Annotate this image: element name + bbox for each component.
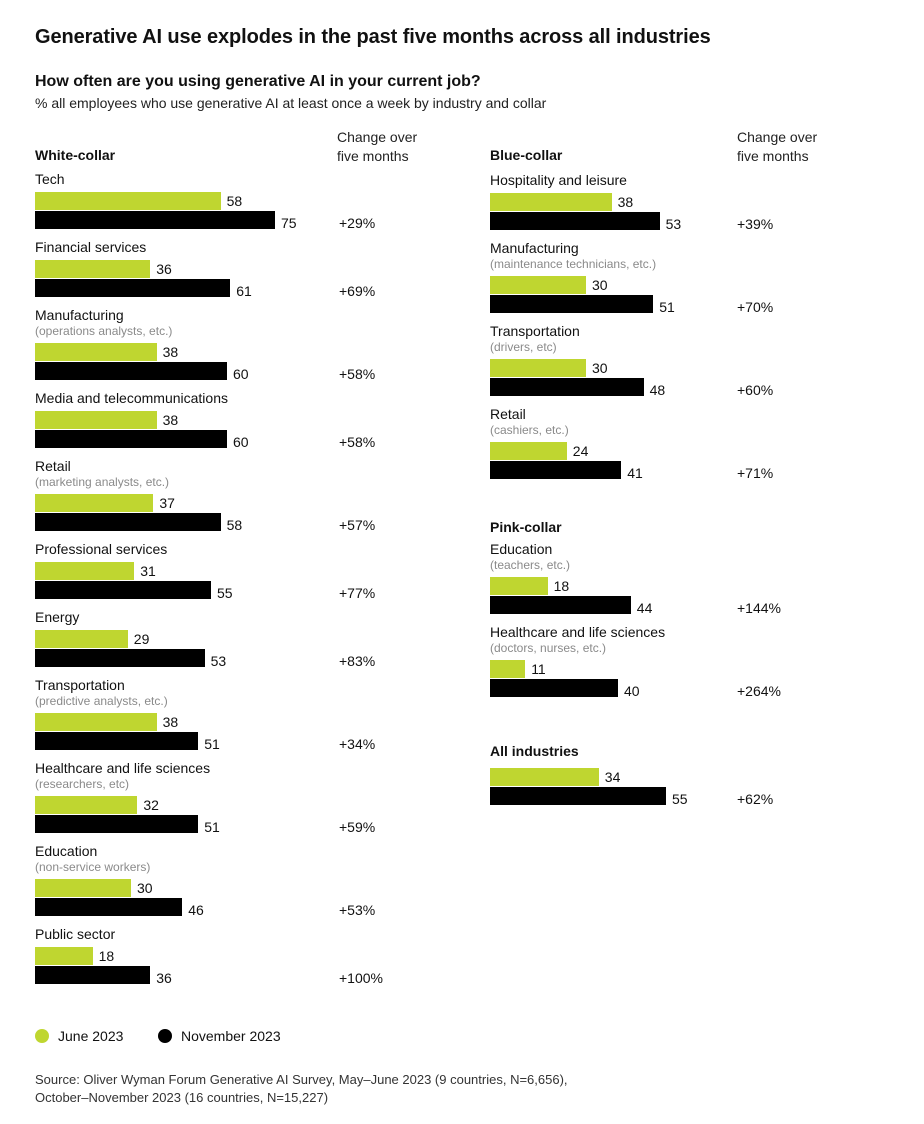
bar-november [35,966,150,984]
change-value: +264% [737,683,781,699]
value-label-november: 36 [156,970,172,986]
group-header-white-collar: White-collar [35,147,116,163]
value-label-june: 24 [572,443,589,459]
value-label-june: 32 [143,797,159,813]
group-header-pink-collar: Pink-collar [490,519,562,535]
bar-november [490,461,621,479]
value-label-november: 44 [636,600,653,616]
group-header-blue-collar: Blue-collar [490,147,563,163]
change-value: +100% [339,970,383,986]
group-header-all-industries: All industries [490,743,579,759]
bar-november [490,378,644,396]
bar-june [490,577,548,595]
category-label: Financial services [35,239,147,255]
bar-june [35,796,137,814]
bar-june [490,193,612,211]
category-label: Education [490,541,553,557]
bar-june [490,660,525,678]
value-label-june: 34 [604,769,621,785]
category-label: Manufacturing [490,240,579,256]
value-label-november: 58 [226,517,243,533]
value-label-june: 30 [137,880,153,896]
source-note [35,1071,675,1107]
bar-june [35,411,157,429]
category-sublabel: (doctors, nurses, etc.) [490,641,607,655]
bar-june [490,768,599,786]
category-sublabel: (researchers, etc) [35,777,130,791]
value-label-june: 30 [592,360,608,376]
change-value: +71% [737,465,774,481]
bar-june [35,494,153,512]
change-value: +59% [339,819,376,835]
value-label-november: 40 [624,683,640,699]
category-sublabel: (teachers, etc.) [490,558,571,572]
category-sublabel: (maintenance technicians, etc.) [490,257,657,271]
chart-subtitle: How often are you using generative AI in your current job? [35,73,481,90]
value-label-november: 53 [210,653,227,669]
bar-november [35,362,227,380]
legend-swatch-june [35,1029,49,1043]
category-label: Tech [35,171,65,187]
value-label-november: 51 [204,819,220,835]
bar-november [490,679,618,697]
bar-november [35,649,205,667]
category-label: Healthcare and life sciences [35,760,211,776]
change-value: +58% [339,434,376,450]
change-value: +53% [339,902,376,918]
change-value: +62% [737,791,774,807]
bar-june [35,343,157,361]
category-label: Transportation [490,323,580,339]
chart-description: % all employees who use generative AI at least once a week by industry and collar [35,95,547,111]
change-value: +58% [339,366,376,382]
category-sublabel: (non-service workers) [35,860,151,874]
change-value: +34% [339,736,376,752]
change-header-left [337,128,417,166]
value-label-june: 37 [159,495,175,511]
value-label-november: 46 [188,902,204,918]
category-sublabel: (drivers, etc) [490,340,557,354]
change-value: +144% [737,600,781,616]
value-label-november: 60 [233,366,249,382]
change-value: +29% [339,215,376,231]
value-label-november: 51 [659,299,675,315]
category-label: Retail [35,458,71,474]
category-label: Energy [35,609,80,625]
change-value: +83% [339,653,376,669]
source-line-1: Source: Oliver Wyman Forum Generative AI Survey, May–June 2023 (9 countries, N=6,656), [35,1072,568,1087]
bar-june [35,260,150,278]
value-label-june: 38 [617,194,634,210]
change-header-line1: Change over [737,129,818,145]
chart-title: Generative AI use explodes in the past five months across all industries [35,26,711,48]
change-value: +69% [339,283,376,299]
value-label-june: 58 [226,193,243,209]
value-label-november: 53 [665,216,682,232]
bar-june [35,192,221,210]
value-label-june: 18 [98,948,115,964]
value-label-june: 36 [156,261,172,277]
value-label-june: 31 [140,563,156,579]
bar-june [35,630,128,648]
value-label-november: 60 [233,434,249,450]
change-value: +70% [737,299,774,315]
bar-june [490,276,586,294]
value-label-june: 38 [162,344,179,360]
bar-june [35,947,93,965]
bar-november [35,581,211,599]
value-label-november: 48 [649,382,666,398]
category-label: Manufacturing [35,307,124,323]
category-label: Education [35,843,98,859]
value-label-november: 61 [236,283,252,299]
change-value: +39% [737,216,774,232]
change-header-right [737,128,817,166]
source-line-2: October–November 2023 (16 countries, N=15,227) [35,1090,329,1105]
value-label-november: 75 [281,215,297,231]
value-label-june: 11 [531,661,546,677]
bar-november [35,211,275,229]
category-sublabel: (predictive analysts, etc.) [35,694,168,708]
bar-november [490,295,653,313]
value-label-june: 38 [162,714,179,730]
bar-november [490,787,666,805]
change-value: +57% [339,517,376,533]
legend-swatch-november [158,1029,172,1043]
bar-november [35,815,198,833]
category-sublabel: (cashiers, etc.) [490,423,569,437]
category-label: Transportation [35,677,125,693]
bar-november [35,513,221,531]
category-label: Professional services [35,541,168,557]
category-label: Media and telecommunications [35,390,228,406]
value-label-june: 29 [133,631,150,647]
change-value: +60% [737,382,774,398]
bar-june [490,359,586,377]
bar-june [35,879,131,897]
bar-june [35,713,157,731]
bar-november [35,279,230,297]
category-label: Retail [490,406,526,422]
value-label-june: 18 [553,578,570,594]
value-label-june: 38 [162,412,179,428]
bar-june [490,442,567,460]
value-label-november: 41 [627,465,643,481]
change-header-line2: five months [337,148,409,164]
category-sublabel: (marketing analysts, etc.) [35,475,170,489]
category-label: Public sector [35,926,116,942]
value-label-november: 55 [217,585,233,601]
value-label-november: 55 [672,791,688,807]
bar-november [35,732,198,750]
legend-label-november: November 2023 [181,1028,281,1044]
category-label: Hospitality and leisure [490,172,627,188]
legend-label-june: June 2023 [58,1028,124,1044]
category-label: Healthcare and life sciences [490,624,666,640]
change-header-line2: five months [737,148,809,164]
bar-june [35,562,134,580]
bar-november [490,212,660,230]
value-label-june: 30 [592,277,608,293]
bar-november [35,430,227,448]
value-label-november: 51 [204,736,220,752]
change-header-line1: Change over [337,129,418,145]
change-value: +77% [339,585,376,601]
bar-november [35,898,182,916]
bar-november [490,596,631,614]
category-sublabel: (operations analysts, etc.) [35,324,173,338]
